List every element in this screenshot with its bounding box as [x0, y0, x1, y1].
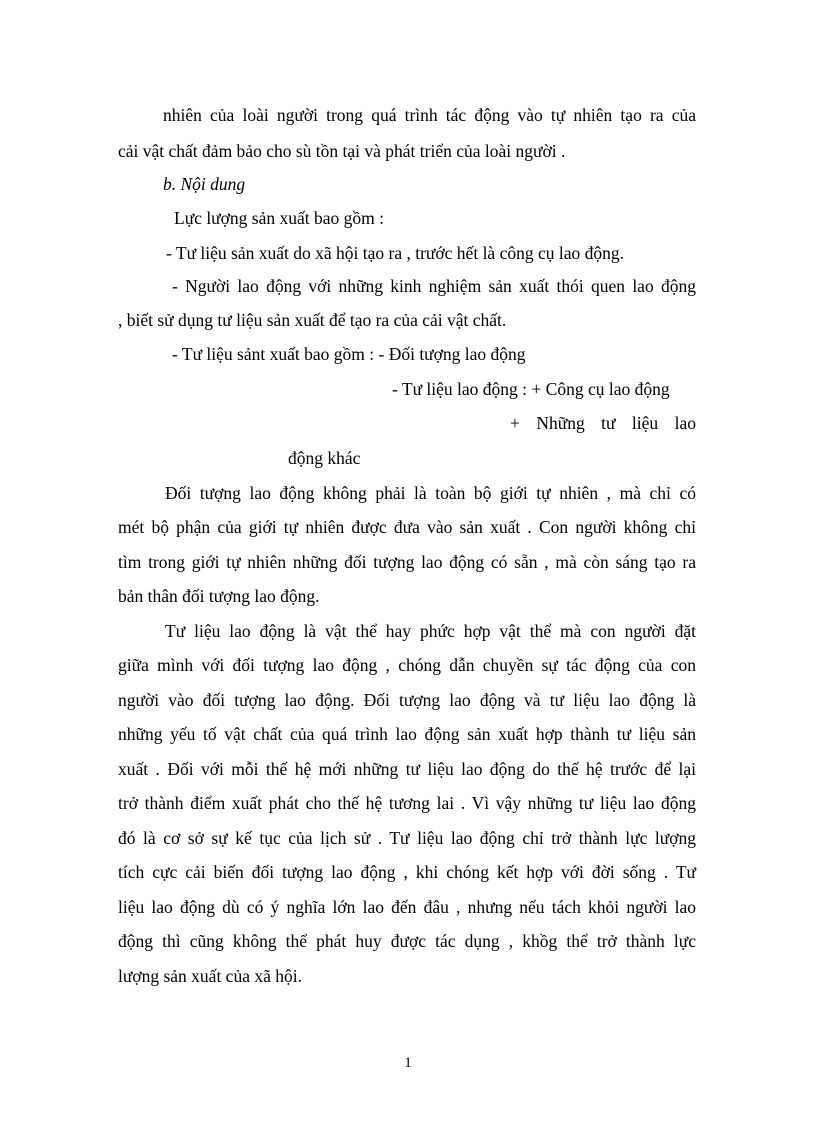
lead-line: Lực lượng sản xuất bao gồm :	[174, 208, 384, 228]
breakdown-line-2: - Tư liệu lao động : + Công cụ lao động	[392, 379, 670, 399]
para2-line-4: những yếu tố vật chất của quá trình lao động sản xuất hợp thành tư liệu sản	[118, 724, 696, 744]
para2-line-11: lượng sản xuất của xã hội.	[118, 966, 302, 986]
section-heading: b. Nội dung	[163, 174, 246, 194]
para1-line-4: bản thân đối tượng lao động.	[118, 586, 320, 606]
para2-line-6: trở thành điểm xuất phát cho thế hệ tương lai . Vì vậy những tư liệu lao động	[118, 793, 696, 813]
breakdown-line-3: + Những tư liệu lao	[510, 413, 696, 433]
para1-line-1: Đối tượng lao động không phải là toàn bộ giới tự nhiên , mà chỉ có	[165, 483, 696, 503]
intro-line-1: nhiên của loài người trong quá trình tác động vào tự nhiên tạo ra của	[163, 105, 696, 125]
para2-line-1: Tư liệu lao động là vật thể hay phức hợp vật thể mà con người đặt	[165, 621, 696, 641]
para2-line-5: xuất . Đối với mỗi thế hệ mới những tư liệu lao động do thế hệ trước để lại	[118, 759, 696, 779]
para1-line-2: mét bộ phận của giới tự nhiên được đưa vào sản xuất . Con người không chỉ	[118, 517, 696, 537]
para2-line-7: đó là cơ sở sự kế tục của lịch sử . Tư liệu lao động chỉ trở thành lực lượng	[118, 828, 696, 848]
intro-line-2: cải vật chất đảm bảo cho sù tồn tại và phát triển của loài người .	[118, 141, 566, 161]
para2-line-10: động thì cũng không thể phát huy được tác dụng , khồg thể trở thành lực	[118, 931, 696, 951]
para2-line-3: người vào đối tượng lao động. Đối tượng lao động và tư liệu lao động là	[118, 690, 696, 710]
para2-line-2: giữa mình với đối tượng lao động , chóng dẫn chuyền sự tác động của con	[118, 655, 696, 675]
list-item-1: - Tư liệu sản xuất do xã hội tạo ra , trước hết là công cụ lao động.	[166, 243, 624, 263]
para2-line-8: tích cực cải biến đối tượng lao động , khi chóng kết hợp với đời sống . Tư	[118, 862, 696, 882]
para2-line-9: liệu lao động dù có ý nghĩa lớn lao đến đâu , nhưng nếu tách khỏi người lao	[118, 897, 696, 917]
breakdown-line-1: - Tư liệu sảnt xuất bao gồm : - Đối tượng lao động	[172, 344, 526, 364]
page-number: 1	[404, 1055, 412, 1071]
list-item-2-cont: , biết sử dụng tư liệu sản xuất để tạo ra của cải vật chất.	[118, 310, 507, 330]
list-item-2: - Người lao động với những kinh nghiệm sản xuất thói quen lao động	[172, 276, 696, 296]
breakdown-line-4: động khác	[288, 448, 361, 468]
para1-line-3: tìm trong giới tự nhiên những đối tượng lao động có sẵn , mà còn sáng tạo ra	[118, 552, 696, 572]
